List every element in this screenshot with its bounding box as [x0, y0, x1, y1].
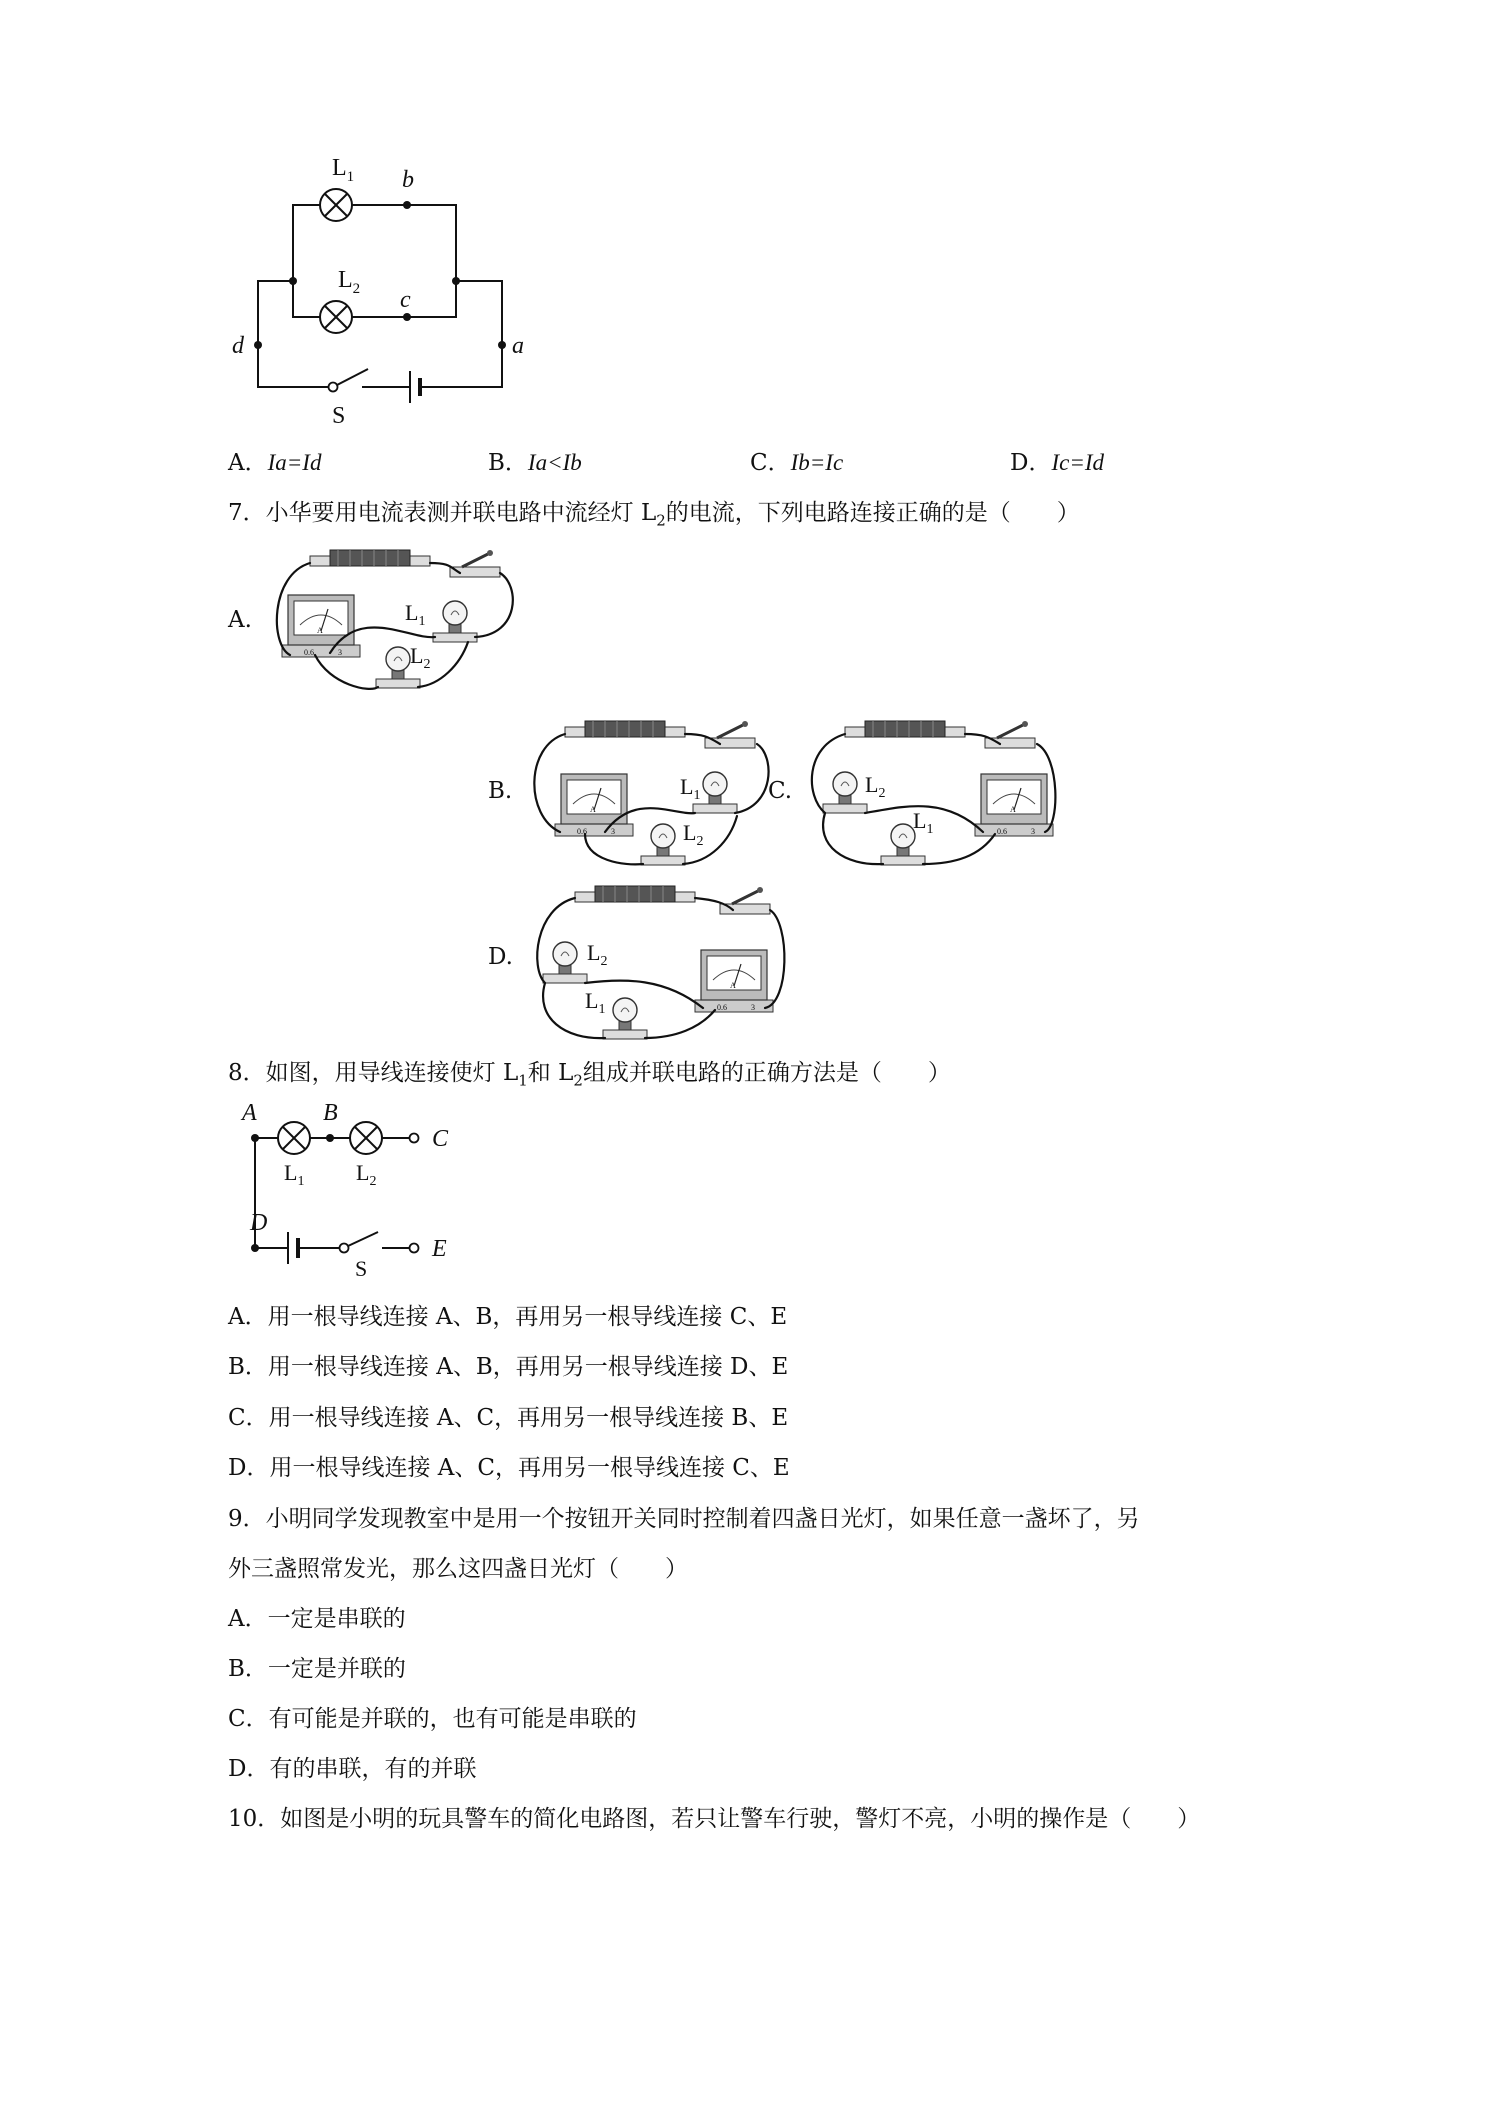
- q7-fig-d-label-1: $L_2$: [587, 940, 608, 969]
- q9-option-a: A．一定是串联的: [228, 1606, 406, 1632]
- q7-figure-a: [270, 545, 520, 695]
- q7-fig-c-letter: C.: [768, 778, 793, 804]
- q9-option-b: B．一定是并联的: [228, 1656, 406, 1682]
- q8-question: 8．如图，用导线连接使灯 $L_1$和 $L_2$组成并联电路的正确方法是（ ）: [228, 1060, 951, 1090]
- q6-lamp-l1: [320, 189, 352, 221]
- q7-fig-b-label-2: $L_2$: [683, 820, 704, 849]
- q6-option-b: B．Ia<Ib: [488, 450, 582, 476]
- q7-fig-d-letter: D.: [488, 944, 513, 970]
- q7-fig-b-letter: B.: [488, 778, 513, 804]
- q9-question-line-1: 9．小明同学发现教室中是用一个按钮开关同时控制着四盏日光灯，如果任意一盏坏了，另: [228, 1506, 1140, 1532]
- q7-fig-a-letter: A.: [228, 607, 252, 633]
- q8-label-s: S: [355, 1256, 368, 1281]
- q7-figure-c: [805, 716, 1055, 866]
- q8-label-b: B: [323, 1100, 338, 1126]
- q6-label-d: d: [232, 333, 244, 359]
- q6-label-l1: $L_1$: [332, 155, 355, 185]
- q6-option-d: D．Ic=Id: [1010, 450, 1105, 476]
- q8-option-a: A．用一根导线连接 A、B，再用另一根导线连接 C、E: [228, 1304, 788, 1330]
- q6-lamp-l2: [320, 301, 352, 333]
- q7-figure-d: [525, 878, 795, 1038]
- q8-lamp-l2: [350, 1122, 382, 1154]
- q6-circuit-diagram: [220, 155, 540, 435]
- q6-label-l2: $L_2$: [338, 267, 361, 297]
- q6-option-a: A．Ia=Id: [228, 450, 322, 476]
- q6-label-b: b: [402, 167, 414, 193]
- q7-fig-b-label-1: $L_1$: [680, 774, 701, 803]
- q7-figure-b: [525, 716, 775, 866]
- q8-label-a: A: [242, 1100, 257, 1126]
- q8-lamp-l1: [278, 1122, 310, 1154]
- q10-question: 10．如图是小明的玩具警车的简化电路图，若只让警车行驶，警灯不亮，小明的操作是（ ）: [228, 1806, 1201, 1832]
- q8-option-c: C．用一根导线连接 A、C，再用另一根导线连接 B、E: [228, 1405, 789, 1431]
- q8-option-b: B．用一根导线连接 A、B，再用另一根导线连接 D、E: [228, 1354, 789, 1380]
- q8-circuit-diagram: [220, 1100, 480, 1280]
- q9-option-d: D．有的串联，有的并联: [228, 1756, 477, 1782]
- q6-label-a: a: [512, 333, 524, 359]
- q7-fig-c-label-2: $L_1$: [913, 808, 934, 837]
- q8-label-l2: $L_2$: [356, 1160, 377, 1189]
- q9-option-c: C．有可能是并联的，也有可能是串联的: [228, 1706, 637, 1732]
- q7-fig-a-label-2: $L_2$: [410, 643, 431, 672]
- q6-label-s: S: [332, 403, 346, 429]
- q8-label-l1: $L_1$: [284, 1160, 305, 1189]
- q8-label-c: C: [432, 1126, 449, 1152]
- q7-fig-a-label-1: $L_1$: [405, 600, 426, 629]
- q6-label-c: c: [400, 287, 411, 313]
- q7-question: 7．小华要用电流表测并联电路中流经灯 $L_2$的电流，下列电路连接正确的是（ ）: [228, 500, 1080, 530]
- q8-label-e: E: [432, 1236, 447, 1262]
- q7-fig-c-label-1: $L_2$: [865, 772, 886, 801]
- q8-label-d: D: [250, 1210, 268, 1236]
- q7-fig-d-label-2: $L_1$: [585, 988, 606, 1017]
- q8-option-d: D．用一根导线连接 A、C，再用另一根导线连接 C、E: [228, 1455, 790, 1481]
- q6-option-c: C．Ib=Ic: [750, 450, 844, 476]
- q9-question-line-2: 外三盏照常发光，那么这四盏日光灯（ ）: [228, 1556, 688, 1582]
